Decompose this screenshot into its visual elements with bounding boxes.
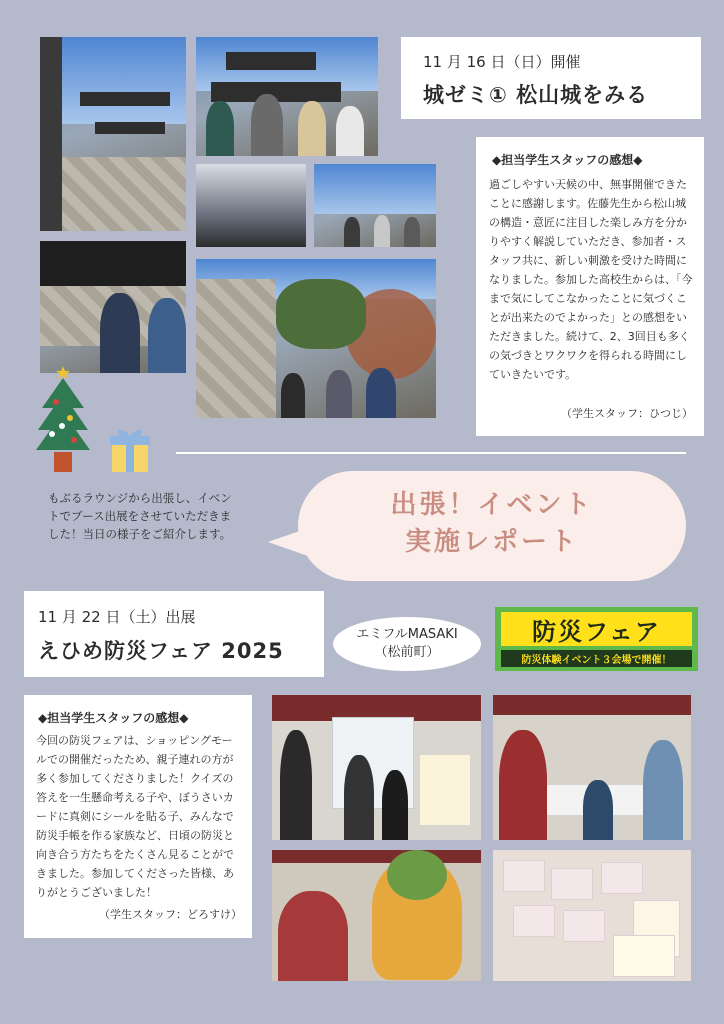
event2-title-box (24, 591, 324, 677)
christmas-tree-icon (34, 360, 92, 476)
speech-bubble-text (298, 487, 686, 561)
event2-date: 11 月 22 日（土）出展 (38, 608, 196, 626)
castle-photo-tower (40, 37, 186, 231)
event2-title: えひめ防災フェア 2025 (38, 639, 284, 663)
event2-signature: （学生スタッフ：どろすけ） (99, 908, 242, 921)
castle-photo-stonewall (196, 259, 436, 418)
location-line-2: （松前町） (374, 645, 440, 660)
castle-photo-group (196, 37, 378, 156)
location-line-1: エミフルMASAKI (356, 627, 458, 642)
event1-date: 11 月 16 日（日）開催 (423, 53, 581, 71)
event2-location (333, 617, 481, 671)
fair-photo-cards (493, 850, 691, 981)
intro-text: もぶるラウンジから出張し、イベントでブース出展をさせていただきました！当日の様子をご紹介します。 (48, 491, 232, 541)
castle-photo-view (196, 164, 306, 247)
banner-subtitle: 防災体験イベント３会場で開催！ (501, 650, 692, 667)
event1-impressions-heading: ◆担当学生スタッフの感想◆ (492, 153, 643, 167)
gift-box-icon (108, 426, 152, 474)
event1-title-box (401, 37, 701, 119)
event1-impressions-box (476, 137, 704, 436)
event1-title: 城ゼミ① 松山城をみる (423, 83, 649, 107)
event2-impressions-body: 今回の防災フェアは、ショッピングモールでの開催だったため、親子連れの方が多く参加してくださりました！クイズの答えを一生懸命考える子や、ぼうさいカードに真剣にシールを貼る子、みんなで防災手帳を作る家族など、日頃の防災と向き合う方たちをたくさん見ることができました。参加してくださった皆様、ありがとうございました！ (36, 734, 234, 899)
bousai-fair-banner (495, 607, 698, 671)
event2-impressions-heading: ◆担当学生スタッフの感想◆ (38, 711, 189, 725)
section-divider (176, 452, 686, 454)
castle-photo-tree (314, 164, 436, 247)
banner-title: 防災フェア (501, 612, 692, 646)
event1-impressions-body: 過ごしやすい天候の中、無事開催できたことに感謝します。佐藤先生から松山城の構造・意匠に注目した楽しみ方を分かりやすく解説していただき、参加者・スタッフ共に、新しい刺激を受けた時間になりました。参加した高校生からは、「今まで気にしてこなかったことに気づくことが出来たのでよかった」との感想をいただきました。続けて、2、3回目も多くの気づきとワクワクを得られる時間にしていきたいです。 (489, 178, 693, 381)
event1-signature: （学生スタッフ：ひつじ） (561, 407, 693, 420)
castle-photo-lecturer (40, 241, 186, 373)
fair-photo-mascot (272, 850, 481, 981)
bubble-line-1: 出張！イベント (390, 490, 594, 520)
fair-photo-quiz-table (493, 695, 691, 840)
fair-photo-booth (272, 695, 481, 840)
event2-impressions-box (24, 695, 252, 938)
bubble-line-2: 実施レポート (404, 527, 579, 557)
